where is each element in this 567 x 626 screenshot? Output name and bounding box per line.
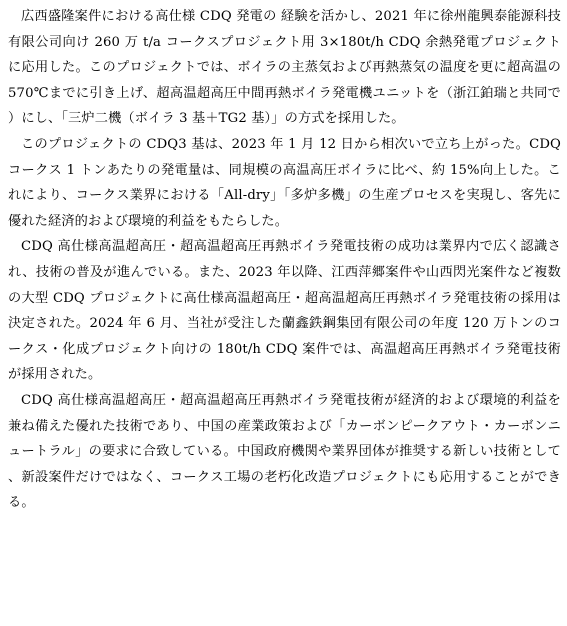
paragraph-4: CDQ 高仕様高温超高圧・超高温超高圧再熱ボイラ発電技術が経済的および環境的利益を兼ね備えた優れた技術であり、中国の産業政策および「カーボンピークアウト・カーボンニュートラル」の要求に合致している。中国政府機関や業界団体が推奨する新しい技術として、新設案件だけではなく、コークス工場の老朽化改造プロジェクトにも応用することができる。 [8, 392, 561, 511]
paragraph-1: 広西盛隆案件における高仕様 CDQ 発電の 経験を活かし、2021 年に徐州龍興泰能源科技有限公司向け 260 万 t/a コークスプロジェクト用 3×180t/h CDQ 余熱発電プロジェクトに応用した。このプロジェクトでは、ボイラの主蒸気および再熱蒸気の温度を更に超高温の 570℃までに引き上げ、超高温超高圧中間再熱ボイラ発電機ユニットを（浙江鉑瑞と共同で）にし、「三炉二機（ボイラ 3 基＋TG2 基）」の方式を採用した。 [8, 9, 561, 127]
paragraph-2: このプロジェクトの CDQ3 基は、2023 年 1 月 12 日から相次いで立ち上がった。CDQ コークス 1 トンあたりの発電量は、同規模の高温高圧ボイラに比べ、約 15%向上した。これにより、コークス業界における「All-dry」「多炉多機」の生産プロセスを実現し、客先に優れた経済的および環境的利益をもたらした。 [8, 136, 561, 229]
paragraph-3: CDQ 高仕様高温超高圧・超高温超高圧再熱ボイラ発電技術の成功は業界内で広く認識され、技術の普及が進んでいる。また、2023 年以降、江西萍郷案件や山西閃光案件など複数の大型 CDQ プロジェクトに高仕様高温超高圧・超高温超高圧再熱ボイラ発電技術の採用は決定された。2024 年 6 月、当社が受注した蘭鑫鉄鋼集団有限公司の年度 120 万トンのコークス・化成プロジェクト向けの 180t/h CDQ 案件では、高温超高圧再熱ボイラ発電技術が採用された。 [8, 239, 561, 383]
